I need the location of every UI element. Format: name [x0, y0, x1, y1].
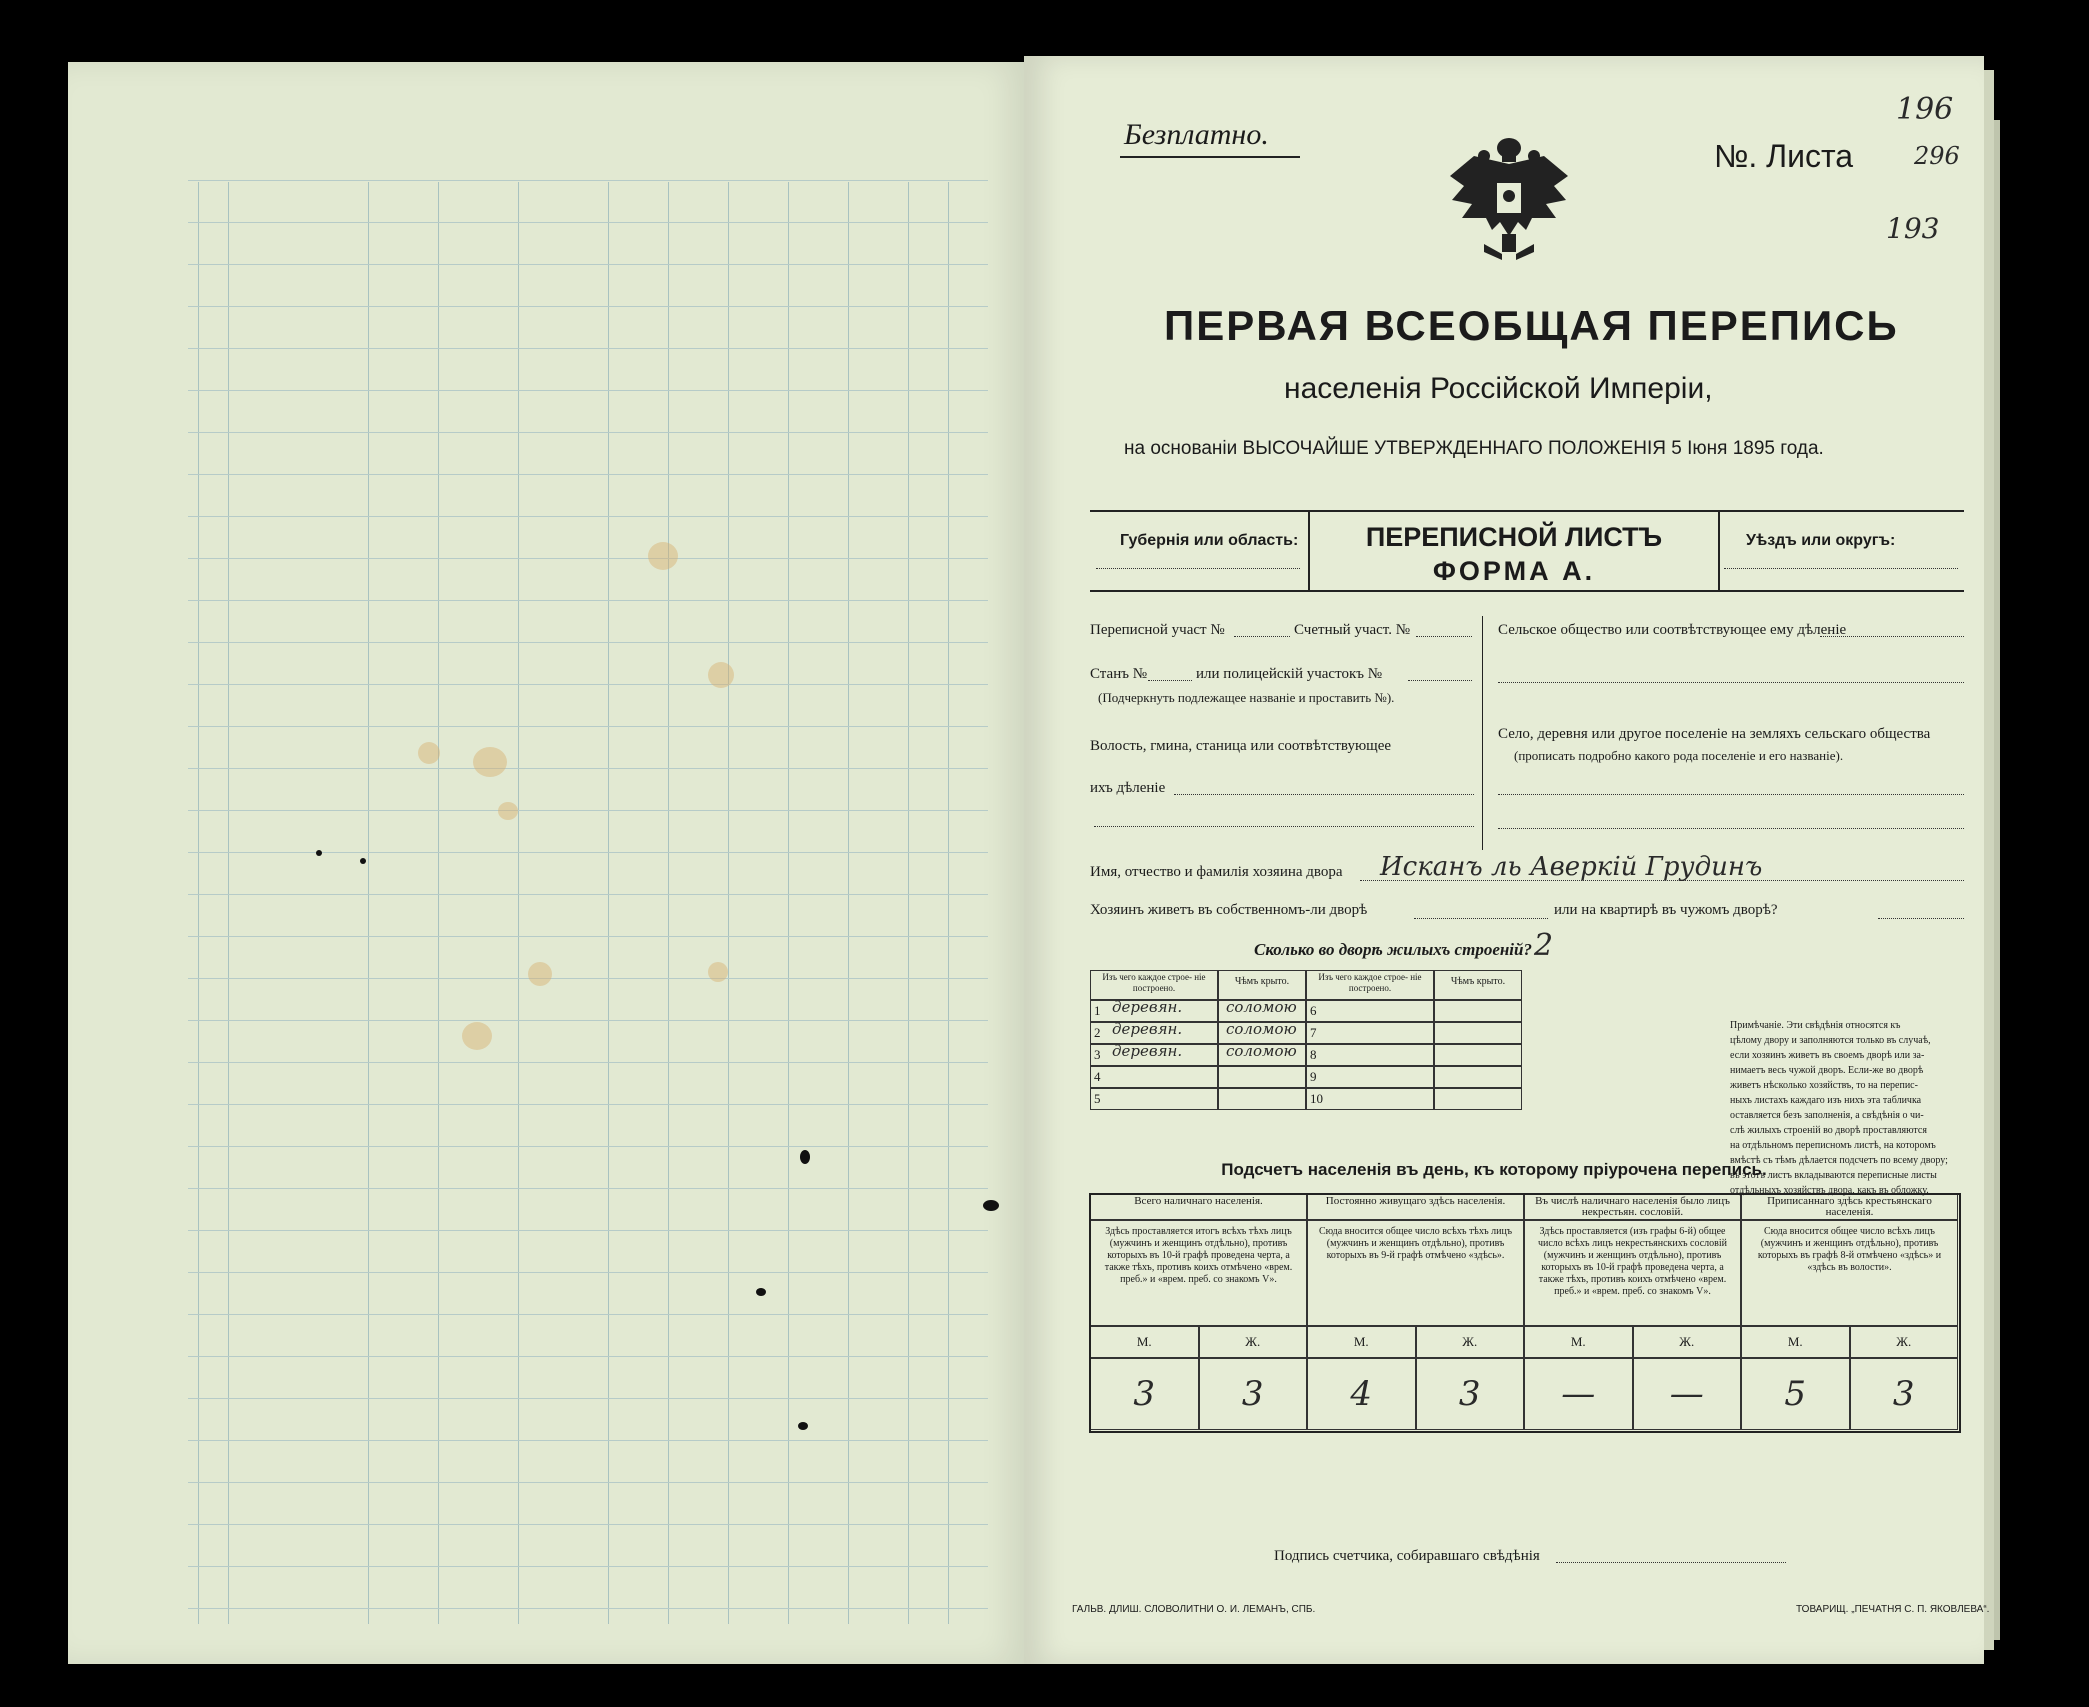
grid-line-horizontal	[188, 684, 988, 685]
count-value[interactable]: —	[1669, 1374, 1704, 1414]
grid-line-horizontal	[188, 264, 988, 265]
note-line: оставляется безъ заполненія, а свѣдѣнія о чи-	[1730, 1110, 1924, 1121]
stain	[498, 802, 518, 820]
signature-field[interactable]	[1556, 1562, 1786, 1563]
subtitle: населенія Россійской Имперіи,	[1284, 372, 1713, 405]
buildings-row-number: 4	[1094, 1069, 1101, 1084]
count-description-text: Здѣсь проставляется (изъ графы 6-й) общее число всѣхъ лицъ некрестьянскихъ сословій (мужчинъ и женщинъ отдѣльно), противъ которыхъ въ 10-й графѣ проведена черта, а также тѣхъ, противъ коихъ отмѣчено «врем. преб.» и «врем. преб. со знакомъ V».	[1537, 1226, 1728, 1297]
buildings-row-roof[interactable]: соломою	[1226, 1020, 1297, 1038]
buildings-row-material-cell	[1306, 1022, 1434, 1044]
grid-line-horizontal	[188, 1146, 988, 1147]
grid-line-horizontal	[188, 1230, 988, 1231]
buildings-row-number: 5	[1094, 1091, 1101, 1106]
buildings-count-value[interactable]: 2	[1534, 928, 1554, 963]
grid-line-horizontal	[188, 1020, 988, 1021]
province-field[interactable]	[1096, 568, 1300, 569]
count-sub-header-text: М.	[1787, 1334, 1803, 1349]
buildings-row-material-cell	[1090, 1088, 1218, 1110]
count-value[interactable]: 3	[1241, 1374, 1264, 1414]
grid-line-vertical	[728, 182, 729, 1624]
buildings-header-roof-text: Чѣмъ крыто.	[1450, 976, 1506, 987]
grid-line-horizontal	[188, 1272, 988, 1273]
count-title: Подсчетъ населенія въ день, къ которому пріурочена перепись.	[1221, 1160, 1767, 1179]
buildings-row-roof-cell	[1434, 1000, 1522, 1022]
buildings-row-material-cell	[1306, 1066, 1434, 1088]
counting-district-label: Счетный участ. №	[1294, 622, 1411, 638]
count-sub-header-text: Ж.	[1462, 1334, 1478, 1349]
note-line: на отдѣльномъ переписномъ листѣ, на которомъ	[1730, 1140, 1936, 1151]
count-sub-header-text: Ж.	[1896, 1334, 1912, 1349]
buildings-header-roof-text: Чѣмъ крыто.	[1234, 976, 1290, 987]
buildings-row-material[interactable]: деревян.	[1112, 1042, 1183, 1060]
volost-field[interactable]	[1174, 794, 1474, 795]
footer-typefoundry: ГАЛЬВ. ДЛИШ. СЛОВОЛИТНИ О. И. ЛЕМАНЪ, СПБ.	[1072, 1604, 1316, 1615]
stan-label: Станъ №	[1090, 666, 1148, 682]
buildings-row-material-cell	[1090, 1066, 1218, 1088]
count-value[interactable]: 3	[1892, 1374, 1915, 1414]
society-field[interactable]	[1820, 636, 1964, 637]
stain	[708, 962, 728, 982]
count-sub-header-text: М.	[1136, 1334, 1152, 1349]
census-district-label: Переписной участ №	[1090, 622, 1225, 638]
grid-line-vertical	[368, 182, 369, 1624]
count-header-text: Постоянно живущаго здѣсь населенія.	[1325, 1195, 1506, 1207]
village-field[interactable]	[1498, 794, 1964, 795]
province-label: Губернія или область:	[1120, 532, 1299, 549]
grid-line-horizontal	[188, 180, 988, 181]
imperial-eagle-icon	[1444, 126, 1574, 276]
main-title: ПЕРВАЯ ВСЕОБЩАЯ ПЕРЕПИСЬ	[1164, 302, 1899, 349]
ink-blot	[360, 858, 366, 864]
fields-divider	[1482, 616, 1483, 850]
count-value[interactable]: 5	[1784, 1374, 1807, 1414]
archive-number-top: 196	[1896, 92, 1954, 127]
grid-line-horizontal	[188, 936, 988, 937]
society-label: Сельское общество или соотвѣтствующее ему дѣленіе	[1498, 622, 1847, 638]
buildings-row-material-cell	[1306, 1000, 1434, 1022]
buildings-row-number: 7	[1310, 1025, 1317, 1040]
underline-note: (Подчеркнуть подлежащее названіе и проставить №).	[1098, 690, 1395, 705]
grid-line-horizontal	[188, 1356, 988, 1357]
note-line: если хозяинъ живетъ въ своемъ дворѣ или за-	[1730, 1050, 1925, 1061]
header-rule-bottom	[1090, 590, 1964, 592]
note-line: въ этотъ листъ вкладываются переписные листы	[1730, 1170, 1937, 1181]
buildings-row-number: 10	[1310, 1091, 1323, 1106]
grid-line-vertical	[608, 182, 609, 1624]
grid-line-vertical	[908, 182, 909, 1624]
ink-blot	[983, 1200, 999, 1211]
buildings-row-roof-cell	[1218, 1088, 1306, 1110]
buildings-row-roof[interactable]: соломою	[1226, 1042, 1297, 1060]
note-line: вмѣстѣ съ тѣмъ дѣлается подсчетъ по всему двору;	[1730, 1155, 1948, 1166]
ink-blot	[800, 1150, 810, 1164]
grid-line-horizontal	[188, 1062, 988, 1063]
stan-field[interactable]	[1148, 680, 1192, 681]
volost-field-2[interactable]	[1094, 826, 1474, 827]
owner-label: Имя, отчество и фамилія хозяина двора	[1090, 864, 1343, 880]
buildings-row-material-cell	[1306, 1088, 1434, 1110]
count-sub-header-text: Ж.	[1679, 1334, 1695, 1349]
district-label: Уѣздъ или округъ:	[1746, 532, 1896, 549]
note-line: слѣ жилыхъ строеній во дворѣ проставляются	[1730, 1125, 1927, 1136]
count-header-text: Приписаннаго здѣсь крестьянскаго населенія.	[1767, 1195, 1932, 1218]
buildings-count-label: Сколько во дворѣ жилыхъ строеній?	[1254, 940, 1532, 959]
police-field[interactable]	[1408, 680, 1472, 681]
count-value[interactable]: 3	[1458, 1374, 1481, 1414]
count-sub-header-text: М.	[1353, 1334, 1369, 1349]
buildings-row-roof-cell	[1434, 1022, 1522, 1044]
count-value[interactable]: —	[1561, 1374, 1596, 1414]
page-stack-edge	[1984, 70, 1994, 1650]
grid-line-horizontal	[188, 810, 988, 811]
grid-line-horizontal	[188, 474, 988, 475]
grid-line-horizontal	[188, 222, 988, 223]
count-description-text: Здѣсь проставляется итогъ всѣхъ тѣхъ лицъ (мужчинъ и женщинъ отдѣльно), противъ которыхъ въ 10-й графѣ проведена черта, а также тѣхъ, противъ коихъ отмѣчено «врем. преб.» и «врем. преб. со знакомъ V».	[1104, 1226, 1293, 1285]
grid-line-horizontal	[188, 1440, 988, 1441]
stain	[708, 662, 734, 688]
volost-label: Волость, гмина, станица или соотвѣтствующее	[1090, 738, 1392, 754]
signature-label: Подпись счетчика, собиравшаго свѣдѣнія	[1274, 1548, 1540, 1564]
count-header-text: Всего наличнаго населенія.	[1134, 1195, 1263, 1207]
census-district-field[interactable]	[1234, 636, 1290, 637]
grid-line-horizontal	[188, 348, 988, 349]
stain	[462, 1022, 492, 1050]
grid-line-vertical	[518, 182, 519, 1624]
grid-line-horizontal	[188, 558, 988, 559]
grid-line-horizontal	[188, 516, 988, 517]
grid-line-vertical	[228, 182, 229, 1624]
header-rule-top	[1090, 510, 1964, 512]
buildings-row-roof-cell	[1434, 1044, 1522, 1066]
grid-line-horizontal	[188, 726, 988, 727]
grid-line-horizontal	[188, 1104, 988, 1105]
society-field-2[interactable]	[1498, 682, 1964, 683]
count-value[interactable]: 4	[1350, 1374, 1373, 1414]
owner-name-handwritten[interactable]: Исканъ ль Аверкій Грудинъ	[1380, 852, 1763, 882]
grid-line-vertical	[438, 182, 439, 1624]
left-page	[68, 62, 1028, 1664]
buildings-row-roof-cell	[1434, 1066, 1522, 1088]
grid-line-vertical	[948, 182, 949, 1624]
ink-blot	[316, 850, 322, 856]
note-line: нимаетъ весь чужой дворъ. Если-же во дворѣ	[1730, 1065, 1924, 1076]
ink-blot	[756, 1288, 766, 1296]
village-label: Село, деревня или другое поселеніе на земляхъ сельскаго общества	[1498, 726, 1931, 742]
stain	[528, 962, 552, 986]
buildings-row-number: 8	[1310, 1047, 1317, 1062]
buildings-row-material[interactable]: деревян.	[1112, 1020, 1183, 1038]
buildings-header-material-text: Изъ чего каждое строе- ніе построено.	[1318, 972, 1422, 993]
buildings-row-number: 9	[1310, 1069, 1317, 1084]
note-line: цѣлому двору и заполняются только въ случаѣ,	[1730, 1035, 1931, 1046]
buildings-row-material[interactable]: деревян.	[1112, 998, 1183, 1016]
stain	[418, 742, 440, 764]
note-line: отдѣльныхъ хозяйствъ двора, какъ въ обложку.	[1730, 1185, 1929, 1196]
grid-line-horizontal	[188, 1482, 988, 1483]
count-sub-header-text: М.	[1570, 1334, 1586, 1349]
buildings-row-material-cell	[1306, 1044, 1434, 1066]
count-description-text: Сюда вносится общее число всѣхъ тѣхъ лицъ (мужчинъ и женщинъ отдѣльно), противъ которыхъ въ 9-й графѣ отмѣчено «здѣсь».	[1318, 1226, 1513, 1261]
sheet-number-label: №. Листа	[1714, 138, 1854, 174]
archive-number-bottom: 193	[1886, 212, 1940, 245]
count-table-border	[1089, 1193, 1961, 1433]
counting-district-field[interactable]	[1416, 636, 1472, 637]
grid-line-vertical	[198, 182, 199, 1624]
grid-line-horizontal	[188, 390, 988, 391]
count-sub-header-text: Ж.	[1245, 1334, 1261, 1349]
note-line: живетъ нѣсколько хозяйствъ, то на перепис-	[1730, 1080, 1918, 1091]
grid-line-horizontal	[188, 1314, 988, 1315]
grid-line-horizontal	[188, 852, 988, 853]
grid-line-horizontal	[188, 978, 988, 979]
buildings-row-roof-cell	[1218, 1066, 1306, 1088]
note-line: ныхъ листахъ каждаго изъ нихъ эта табличка	[1730, 1095, 1922, 1106]
buildings-row-roof[interactable]: соломою	[1226, 998, 1297, 1016]
own-yard-field[interactable]	[1414, 918, 1548, 919]
buildings-row-number: 6	[1310, 1003, 1317, 1018]
grid-line-horizontal	[188, 600, 988, 601]
buildings-header-material-text: Изъ чего каждое строе- ніе построено.	[1102, 972, 1206, 993]
buildings-row-number: 1	[1094, 1003, 1101, 1018]
form-title-line2: ФОРМА А.	[1432, 556, 1596, 586]
police-label: или полицейскій участокъ №	[1196, 666, 1383, 682]
buildings-row-number: 2	[1094, 1025, 1101, 1040]
page-stack-edge	[1994, 120, 2000, 1640]
free-label: Безплатно.	[1124, 118, 1269, 151]
lives-label: Хозяинъ живетъ въ собственномъ-ли дворѣ	[1090, 902, 1368, 918]
footer-printer: ТОВАРИЩ. „ПЕЧАТНЯ С. П. ЯКОВЛЕВА“.	[1796, 1604, 1990, 1615]
village-note: (прописать подробно какого рода поселеніе и его названіе).	[1514, 748, 1844, 763]
stain	[648, 542, 678, 570]
ink-blot	[798, 1422, 808, 1430]
grid-line-vertical	[788, 182, 789, 1624]
grid-line-horizontal	[188, 1566, 988, 1567]
free-underline	[1120, 156, 1300, 158]
grid-line-horizontal	[188, 642, 988, 643]
grid-line-horizontal	[188, 1524, 988, 1525]
legal-basis: на основаніи ВЫСОЧАЙШЕ УТВЕРЖДЕННАГО ПОЛОЖЕНІЯ 5 Іюня 1895 года.	[1124, 438, 1824, 459]
grid-line-horizontal	[188, 768, 988, 769]
form-title-line1: ПЕРЕПИСНОЙ ЛИСТЪ	[1365, 522, 1663, 552]
rent-label: или на квартирѣ въ чужомъ дворѣ?	[1554, 902, 1778, 918]
village-field-2[interactable]	[1498, 828, 1964, 829]
grid-line-vertical	[848, 182, 849, 1624]
header-divider	[1718, 510, 1720, 592]
grid-line-horizontal	[188, 894, 988, 895]
grid-line-horizontal	[188, 432, 988, 433]
count-value[interactable]: 3	[1133, 1374, 1156, 1414]
census-form-page	[1024, 56, 1990, 1664]
grid-line-horizontal	[188, 1188, 988, 1189]
count-description-text: Сюда вносится общее число всѣхъ лицъ (мужчинъ и женщинъ отдѣльно), противъ которыхъ въ графѣ 8-й отмѣчено «здѣсь» и «здѣсь въ волости».	[1757, 1226, 1942, 1273]
count-header-text: Въ числѣ наличнаго населенія было лицъ некрестьян. сословій.	[1535, 1195, 1730, 1218]
buildings-row-number: 3	[1094, 1047, 1101, 1062]
buildings-row-roof-cell	[1434, 1088, 1522, 1110]
note-line: Примѣчаніе. Эти свѣдѣнія относятся къ	[1730, 1020, 1901, 1031]
stain	[473, 747, 507, 777]
grid-line-vertical	[668, 182, 669, 1624]
grid-line-horizontal	[188, 1608, 988, 1609]
volost-label-cont: ихъ дѣленіе	[1090, 780, 1166, 796]
sheet-number-handwritten: 296	[1914, 142, 1960, 170]
district-field[interactable]	[1724, 568, 1958, 569]
grid-line-horizontal	[188, 1398, 988, 1399]
grid-line-horizontal	[188, 306, 988, 307]
rent-field[interactable]	[1878, 918, 1964, 919]
